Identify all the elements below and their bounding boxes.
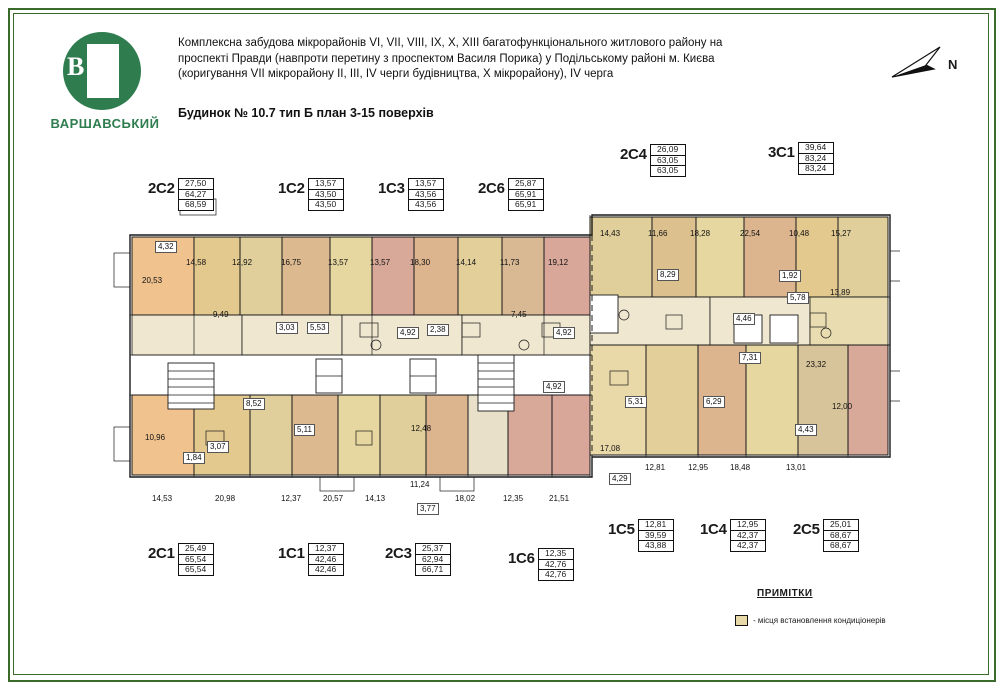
apartment-tag-1с6 bbox=[508, 548, 574, 581]
room-area: 14,53 bbox=[152, 494, 173, 503]
apartment-area-value: 62,94 bbox=[416, 555, 450, 566]
apartment-area-value: 83,24 bbox=[799, 154, 833, 165]
room-area: 2,38 bbox=[427, 324, 449, 336]
apartment-area-value: 43,50 bbox=[314, 199, 337, 210]
apartment-area-value: 13,57 bbox=[309, 179, 343, 190]
room-area: 4,29 bbox=[609, 473, 631, 485]
room-area: 13,57 bbox=[328, 258, 349, 267]
north-label: N bbox=[948, 57, 958, 72]
notes-title: ПРИМІТКИ bbox=[757, 588, 813, 599]
apartment-area-value: 25,01 bbox=[824, 520, 858, 531]
apartment-code: 1С5 bbox=[608, 521, 635, 538]
room-area: 12,35 bbox=[503, 494, 524, 503]
apartment-area-value: 65,54 bbox=[184, 564, 207, 575]
apartment-tag-1с3 bbox=[378, 178, 444, 211]
room-area: 5,31 bbox=[625, 396, 647, 408]
floor-plan-drawing bbox=[110, 195, 900, 525]
apartment-tag-2с4 bbox=[620, 144, 686, 177]
apartment-area-value: 42,46 bbox=[309, 555, 343, 566]
apartment-code: 2С3 bbox=[385, 545, 412, 562]
apartment-areas bbox=[408, 178, 444, 211]
room-area: 18,30 bbox=[410, 258, 431, 267]
apartment-area-value: 42,37 bbox=[736, 540, 759, 551]
apartment-area-value: 65,91 bbox=[509, 190, 543, 201]
apartment-code: 1С6 bbox=[508, 550, 535, 567]
room-area: 10,96 bbox=[145, 433, 166, 442]
apartment-area-value: 68,59 bbox=[184, 199, 207, 210]
logo-brand-name: ВАРШАВСЬКИЙ bbox=[50, 116, 160, 131]
room-area: 4,32 bbox=[155, 241, 177, 253]
room-area: 14,14 bbox=[456, 258, 477, 267]
room-area: 20,98 bbox=[215, 494, 236, 503]
room-area: 18,48 bbox=[730, 463, 751, 472]
apartment-areas bbox=[415, 543, 451, 576]
room-area: 13,89 bbox=[830, 288, 851, 297]
room-area: 8,29 bbox=[657, 269, 679, 281]
north-arrow bbox=[890, 45, 970, 95]
notes-legend-row bbox=[735, 615, 886, 626]
apartment-area-value: 42,76 bbox=[539, 560, 573, 571]
title-line-3: (коригування VII мікрорайону II, III, IV черги будівництва, X мікрорайону), IV черга bbox=[178, 68, 614, 80]
apartment-tag-1с5 bbox=[608, 519, 674, 552]
apartment-code: 2С2 bbox=[148, 180, 175, 197]
room-area: 7,45 bbox=[511, 310, 527, 319]
apartment-code: 1С1 bbox=[278, 545, 305, 562]
apartment-area-value: 43,50 bbox=[309, 190, 343, 201]
notes-legend-text: - місця встановлення кондиціонерів bbox=[753, 616, 886, 625]
apartment-areas bbox=[638, 519, 674, 552]
apartment-tag-2с6 bbox=[478, 178, 544, 211]
apartment-code: 2С5 bbox=[793, 521, 820, 538]
apartment-area-value: 64,27 bbox=[179, 190, 213, 201]
room-area: 1,84 bbox=[183, 452, 205, 464]
apartment-code: 2С6 bbox=[478, 180, 505, 197]
apartment-area-value: 12,37 bbox=[309, 544, 343, 555]
developer-logo bbox=[45, 30, 165, 140]
apartment-area-value: 68,67 bbox=[829, 540, 852, 551]
room-area: 23,32 bbox=[806, 360, 827, 369]
apartment-tag-1с1 bbox=[278, 543, 344, 576]
room-area: 11,24 bbox=[410, 480, 430, 489]
room-area: 4,92 bbox=[553, 327, 575, 339]
room-area: 4,43 bbox=[795, 424, 817, 436]
room-area: 18,02 bbox=[455, 494, 476, 503]
logo-letter-b: В bbox=[67, 52, 85, 81]
title-line-1: Комплексна забудова мікрорайонів VI, VII, VIII, IX, X, XIII багатофункціонального житлового району на bbox=[178, 37, 723, 49]
apartment-area-value: 27,50 bbox=[179, 179, 213, 190]
room-area: 18,28 bbox=[690, 229, 711, 238]
room-area: 20,53 bbox=[142, 276, 163, 285]
room-area: 12,00 bbox=[832, 402, 853, 411]
apartment-area-value: 42,76 bbox=[544, 569, 567, 580]
room-area: 19,12 bbox=[548, 258, 569, 267]
apartment-area-value: 25,87 bbox=[509, 179, 543, 190]
room-area: 12,92 bbox=[232, 258, 253, 267]
room-area: 22,54 bbox=[740, 229, 761, 238]
apartment-area-value: 65,54 bbox=[179, 555, 213, 566]
apartment-areas bbox=[308, 178, 344, 211]
apartment-code: 1С2 bbox=[278, 180, 305, 197]
apartment-area-value: 43,56 bbox=[409, 190, 443, 201]
room-area: 14,58 bbox=[186, 258, 207, 267]
apartment-tag-2с1 bbox=[148, 543, 214, 576]
room-area: 12,37 bbox=[281, 494, 302, 503]
apartment-tag-2с3 bbox=[385, 543, 451, 576]
room-area: 14,13 bbox=[365, 494, 386, 503]
room-area: 3,03 bbox=[276, 322, 298, 334]
apartment-area-value: 43,88 bbox=[644, 540, 667, 551]
apartment-code: 3С1 bbox=[768, 144, 795, 161]
room-area: 4,92 bbox=[543, 381, 565, 393]
apartment-area-value: 63,05 bbox=[656, 165, 679, 176]
apartment-tag-1с2 bbox=[278, 178, 344, 211]
logo-white-bar bbox=[87, 44, 119, 98]
apartment-area-value: 25,37 bbox=[416, 544, 450, 555]
apartment-code: 1С4 bbox=[700, 521, 727, 538]
apartment-code: 2С4 bbox=[620, 146, 647, 163]
room-area: 10,48 bbox=[789, 229, 810, 238]
ac-location-swatch bbox=[735, 615, 748, 626]
apartment-area-value: 12,81 bbox=[639, 520, 673, 531]
apartment-area-value: 43,56 bbox=[414, 199, 437, 210]
room-area: 9,49 bbox=[213, 310, 229, 319]
apartment-code: 2С1 bbox=[148, 545, 175, 562]
apartment-area-value: 66,71 bbox=[421, 564, 444, 575]
logo-letter-z: З bbox=[121, 54, 132, 76]
room-area: 3,07 bbox=[207, 441, 229, 453]
apartment-area-value: 26,09 bbox=[651, 145, 685, 156]
apartment-area-value: 25,49 bbox=[179, 544, 213, 555]
room-area: 17,08 bbox=[600, 444, 621, 453]
apartment-area-value: 83,24 bbox=[804, 163, 827, 174]
apartment-tag-3с1 bbox=[768, 142, 834, 175]
apartment-area-value: 63,05 bbox=[651, 156, 685, 167]
room-area: 12,48 bbox=[411, 424, 432, 433]
room-area: 3,77 bbox=[417, 503, 439, 515]
room-area: 7,31 bbox=[739, 352, 761, 364]
room-area: 11,73 bbox=[500, 258, 520, 267]
room-area: 6,29 bbox=[703, 396, 725, 408]
apartment-areas bbox=[798, 142, 834, 175]
apartment-areas bbox=[650, 144, 686, 177]
apartment-areas bbox=[178, 543, 214, 576]
room-area: 12,81 bbox=[645, 463, 666, 472]
room-area: 4,92 bbox=[397, 327, 419, 339]
room-area: 13,01 bbox=[786, 463, 807, 472]
project-title bbox=[178, 36, 878, 83]
apartment-area-value: 65,91 bbox=[514, 199, 537, 210]
apartment-tag-2с5 bbox=[793, 519, 859, 552]
room-area: 12,95 bbox=[688, 463, 709, 472]
room-area: 5,11 bbox=[294, 424, 315, 436]
room-area: 14,43 bbox=[600, 229, 621, 238]
apartment-area-value: 42,46 bbox=[314, 564, 337, 575]
apartment-area-value: 12,95 bbox=[731, 520, 765, 531]
apartment-area-value: 13,57 bbox=[409, 179, 443, 190]
apartment-areas bbox=[823, 519, 859, 552]
apartment-areas bbox=[178, 178, 214, 211]
apartment-areas bbox=[508, 178, 544, 211]
apartment-tag-1с4 bbox=[700, 519, 766, 552]
apartment-areas bbox=[308, 543, 344, 576]
apartment-area-value: 42,37 bbox=[731, 531, 765, 542]
apartment-tag-2с2 bbox=[148, 178, 214, 211]
apartment-area-value: 12,35 bbox=[539, 549, 573, 560]
room-area: 16,75 bbox=[281, 258, 302, 267]
room-area: 20,57 bbox=[323, 494, 344, 503]
apartment-area-value: 39,64 bbox=[799, 143, 833, 154]
room-area: 8,52 bbox=[243, 398, 265, 410]
room-area: 5,78 bbox=[787, 292, 809, 304]
apartment-area-value: 68,67 bbox=[824, 531, 858, 542]
room-area: 21,51 bbox=[549, 494, 570, 503]
room-area: 13,57 bbox=[370, 258, 391, 267]
room-area: 4,46 bbox=[733, 313, 755, 325]
room-area: 15,27 bbox=[831, 229, 852, 238]
title-line-2: проспекті Правди (навпроти перетину з проспектом Василя Порика) у Подільському районі м. Києва bbox=[178, 52, 715, 65]
room-area: 5,53 bbox=[307, 322, 329, 334]
room-area: 11,66 bbox=[648, 229, 668, 238]
apartment-area-value: 39,59 bbox=[639, 531, 673, 542]
apartment-areas bbox=[538, 548, 574, 581]
apartment-code: 1С3 bbox=[378, 180, 405, 197]
building-subtitle: Будинок № 10.7 тип Б план 3-15 поверхів bbox=[178, 106, 434, 120]
room-area: 1,92 bbox=[779, 270, 801, 282]
apartment-areas bbox=[730, 519, 766, 552]
